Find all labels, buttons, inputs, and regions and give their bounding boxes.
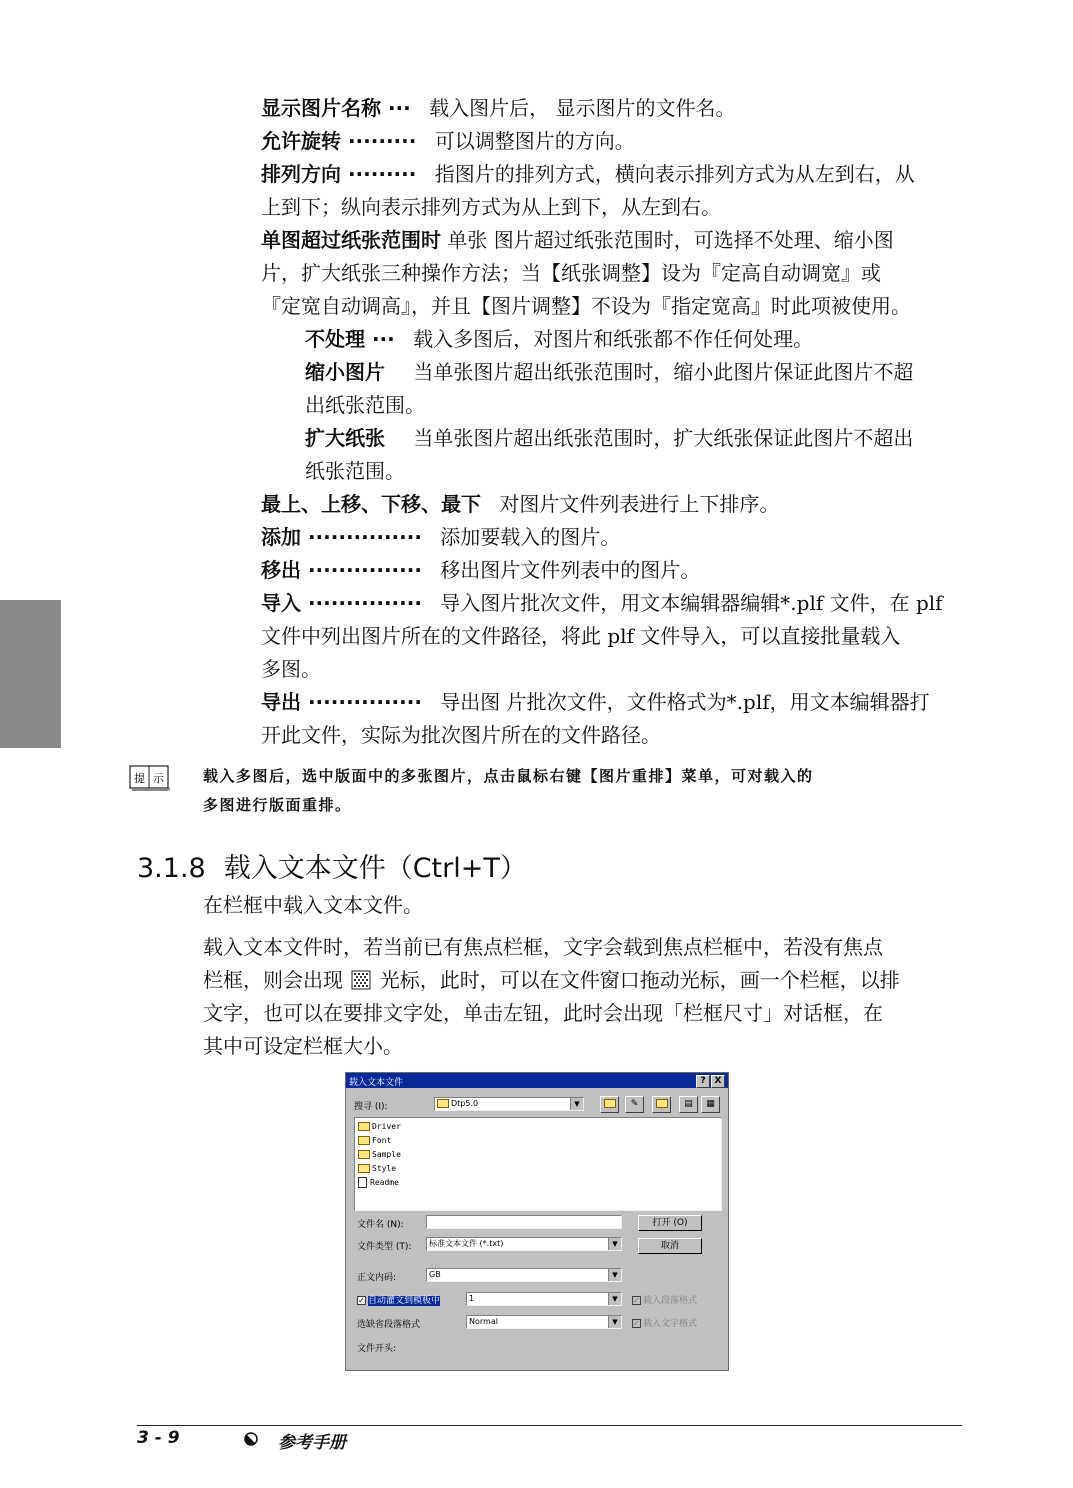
term: 排列方向 ········· (261, 162, 417, 186)
desc: 导入图片批次文件，用文本编辑器编辑*.plf 文件，在 plf (440, 591, 943, 615)
open-button[interactable]: 打开 (O) (638, 1215, 702, 1231)
list-item[interactable] (358, 1134, 391, 1148)
option-rotate (261, 125, 635, 158)
desc: 当单张图片超出纸张范围时，扩大纸张保证此图片不超出 (413, 426, 914, 450)
desc: 指图片的排列方式，横向表示排列方式为从左到右，从 (434, 162, 915, 186)
autoflow-value: 1 (469, 1294, 475, 1303)
term: 不处理 ··· (305, 327, 395, 351)
section-number: 3.1.8 (137, 853, 206, 884)
term: 添加 ··············· (261, 525, 422, 549)
chevron-down-icon[interactable]: ▼ (570, 1098, 583, 1110)
option-export (261, 686, 930, 719)
option-show-name (261, 92, 735, 125)
option-import-cont-1: 文件中列出图片所在的文件路径，将此 plf 文件导入，可以直接批量载入 (261, 624, 901, 648)
autoflow-checkbox[interactable] (357, 1293, 440, 1306)
desc: 导出图 片批次文件，文件格式为*.plf，用文本编辑器打 (440, 690, 930, 714)
para-text: 光标，此时，可以在文件窗口拖动光标，画一个栏框，以排 (379, 968, 900, 992)
section-heading (137, 846, 527, 885)
load-para-checkbox[interactable] (632, 1293, 697, 1306)
option-enlarge-cont: 纸张范围。 (305, 459, 405, 483)
file-name: Readme (370, 1178, 399, 1187)
tip-icon-label-2: 示 (153, 772, 164, 785)
desc: 当单张图片超出纸张范围时，缩小此图片保证此图片不超 (413, 360, 914, 384)
dialog-title-bar (346, 1073, 728, 1088)
cancel-button[interactable]: 取消 (638, 1238, 702, 1254)
desc: 对图片文件列表进行上下排序。 (499, 492, 780, 516)
section-para-2-line-3: 文字，也可以在要排文字处，单击左钮，此时会出现「栏框尺寸」对话框，在 (203, 1001, 883, 1025)
term: 扩大纸张 (305, 426, 385, 450)
file-name: Style (372, 1164, 397, 1173)
option-add (261, 521, 620, 554)
section-para-2-line-4: 其中可设定栏框大小。 (203, 1034, 403, 1058)
option-shrink-cont: 出纸张范围。 (305, 393, 425, 417)
list-item[interactable] (358, 1176, 399, 1190)
filetype-label: 文件类型 (T): (357, 1242, 412, 1252)
folder-icon (358, 1136, 370, 1145)
option-oversize (261, 224, 894, 257)
term: 导出 ··············· (261, 690, 422, 714)
dialog-title: 载入文本文件 (349, 1078, 404, 1088)
default-para-value: Normal (469, 1317, 498, 1326)
option-no-process (305, 323, 813, 356)
desc: 载入多图后，对图片和纸张都不作任何处理。 (413, 327, 814, 351)
desc: 单张 图片超过纸张范围时，可选择不处理、缩小图 (441, 228, 894, 252)
filename-label: 文件名 (N): (357, 1220, 404, 1230)
term: 缩小图片 (305, 360, 385, 384)
checkbox-disabled-icon: ✓ (633, 1296, 640, 1305)
look-in-select[interactable] (434, 1097, 584, 1111)
help-button[interactable]: ? (696, 1075, 710, 1088)
desc: 添加要载入的图片。 (440, 525, 621, 549)
file-name: Font (372, 1136, 392, 1145)
term: 最上、上移、下移、最下 (261, 492, 481, 516)
folder-icon (437, 1099, 449, 1108)
option-sort (261, 488, 779, 521)
section-para-2-line-2 (203, 964, 900, 997)
load-text-file-dialog (345, 1072, 729, 1371)
file-name: Driver (372, 1122, 401, 1131)
encoding-value: GB (429, 1270, 441, 1279)
term: 导入 ··············· (261, 591, 422, 615)
option-shrink (305, 356, 913, 389)
option-direction (261, 158, 915, 191)
section-para-2-line-1: 载入文本文件时，若当前已有焦点栏框，文字会载到焦点栏框中，若没有焦点 (203, 935, 883, 959)
checkbox-disabled-icon: ✓ (633, 1319, 640, 1328)
folder-icon (358, 1164, 370, 1173)
term: 允许旋转 ········· (261, 129, 417, 153)
default-para-select[interactable] (466, 1315, 622, 1329)
file-start-label: 文件开头: (357, 1344, 397, 1354)
filetype-select[interactable] (426, 1237, 622, 1251)
default-para-label: 选缺省段落格式 (357, 1320, 421, 1330)
frame-cursor-icon (351, 970, 371, 990)
checkbox-checked-icon[interactable]: ✓ (358, 1296, 365, 1305)
option-import-cont-2: 多图。 (261, 657, 321, 681)
page-number: 3 - 9 (137, 1428, 180, 1448)
document-icon (358, 1177, 367, 1188)
tip-line-1: 载入多图后，选中版面中的多张图片，点击鼠标右键【图片重排】菜单，可对载入的 (203, 767, 814, 785)
half-circle-icon (244, 1432, 258, 1446)
look-in-value: Dtp5.0 (451, 1099, 479, 1108)
up-folder-icon[interactable] (600, 1096, 619, 1113)
option-import (261, 587, 943, 620)
file-name: Sample (372, 1150, 401, 1159)
option-oversize-cont-1: 片，扩大纸张三种操作方法；当【纸张调整】设为『定高自动调宽』或 (261, 261, 881, 285)
chapter-side-tab (0, 600, 61, 748)
load-char-checkbox[interactable] (632, 1316, 697, 1329)
tip-line-2: 多图进行版面重排。 (203, 796, 352, 814)
filetype-value: 标准文本文件 (*.txt) (429, 1239, 504, 1248)
term: 移出 ··············· (261, 558, 422, 582)
filename-input[interactable] (426, 1215, 622, 1229)
desktop-icon[interactable]: ✎ (625, 1096, 644, 1113)
term: 显示图片名称 ··· (261, 96, 411, 120)
list-view-icon[interactable]: ▤ (679, 1096, 698, 1113)
list-item[interactable] (358, 1148, 401, 1162)
footer-rule (137, 1425, 962, 1426)
option-remove (261, 554, 700, 587)
list-item[interactable] (358, 1120, 401, 1134)
folder-icon (358, 1122, 370, 1131)
autoflow-label: 自动灌文到模板中 (368, 1296, 441, 1306)
chevron-down-icon[interactable]: ▼ (608, 1316, 621, 1328)
close-button[interactable]: X (711, 1075, 725, 1088)
desc: 可以调整图片的方向。 (434, 129, 635, 153)
option-direction-cont: 上到下；纵向表示排列方式为从上到下，从左到右。 (261, 195, 721, 219)
para-text: 栏框，则会出现 (203, 968, 343, 992)
encoding-label: 正文内码: (357, 1273, 397, 1283)
load-char-label: 载入文字格式 (643, 1319, 698, 1329)
option-export-cont: 开此文件，实际为批次图片所在的文件路径。 (261, 723, 661, 747)
section-para-1: 在栏框中载入文本文件。 (203, 893, 423, 917)
chevron-down-icon[interactable]: ▼ (608, 1238, 621, 1250)
load-para-label: 载入段落格式 (643, 1296, 698, 1306)
look-in-label: 搜寻 (I): (354, 1102, 388, 1112)
tip-text (203, 762, 965, 820)
file-list[interactable] (354, 1117, 722, 1211)
desc: 移出图片文件列表中的图片。 (440, 558, 701, 582)
term: 单图超过纸张范围时 (261, 228, 441, 252)
new-folder-icon[interactable] (652, 1096, 671, 1113)
option-oversize-cont-2: 『定宽自动调高』，并且【图片调整】不设为『指定宽高』时此项被使用。 (261, 294, 911, 318)
list-item[interactable] (358, 1162, 396, 1176)
tip-book-icon (128, 763, 172, 791)
encoding-select[interactable] (426, 1268, 622, 1282)
folder-icon (358, 1150, 370, 1159)
details-view-icon[interactable]: ▦ (701, 1096, 720, 1113)
chevron-down-icon[interactable]: ▼ (608, 1269, 621, 1281)
section-title: 载入文本文件（Ctrl+T） (223, 853, 527, 884)
tip-icon-label-1: 提 (134, 772, 145, 785)
desc: 载入图片后， 显示图片的文件名。 (429, 96, 736, 120)
manual-title: 参考手册 (278, 1433, 346, 1453)
option-enlarge (305, 422, 913, 455)
chevron-down-icon[interactable]: ▼ (608, 1293, 621, 1305)
autoflow-select[interactable] (466, 1292, 622, 1306)
